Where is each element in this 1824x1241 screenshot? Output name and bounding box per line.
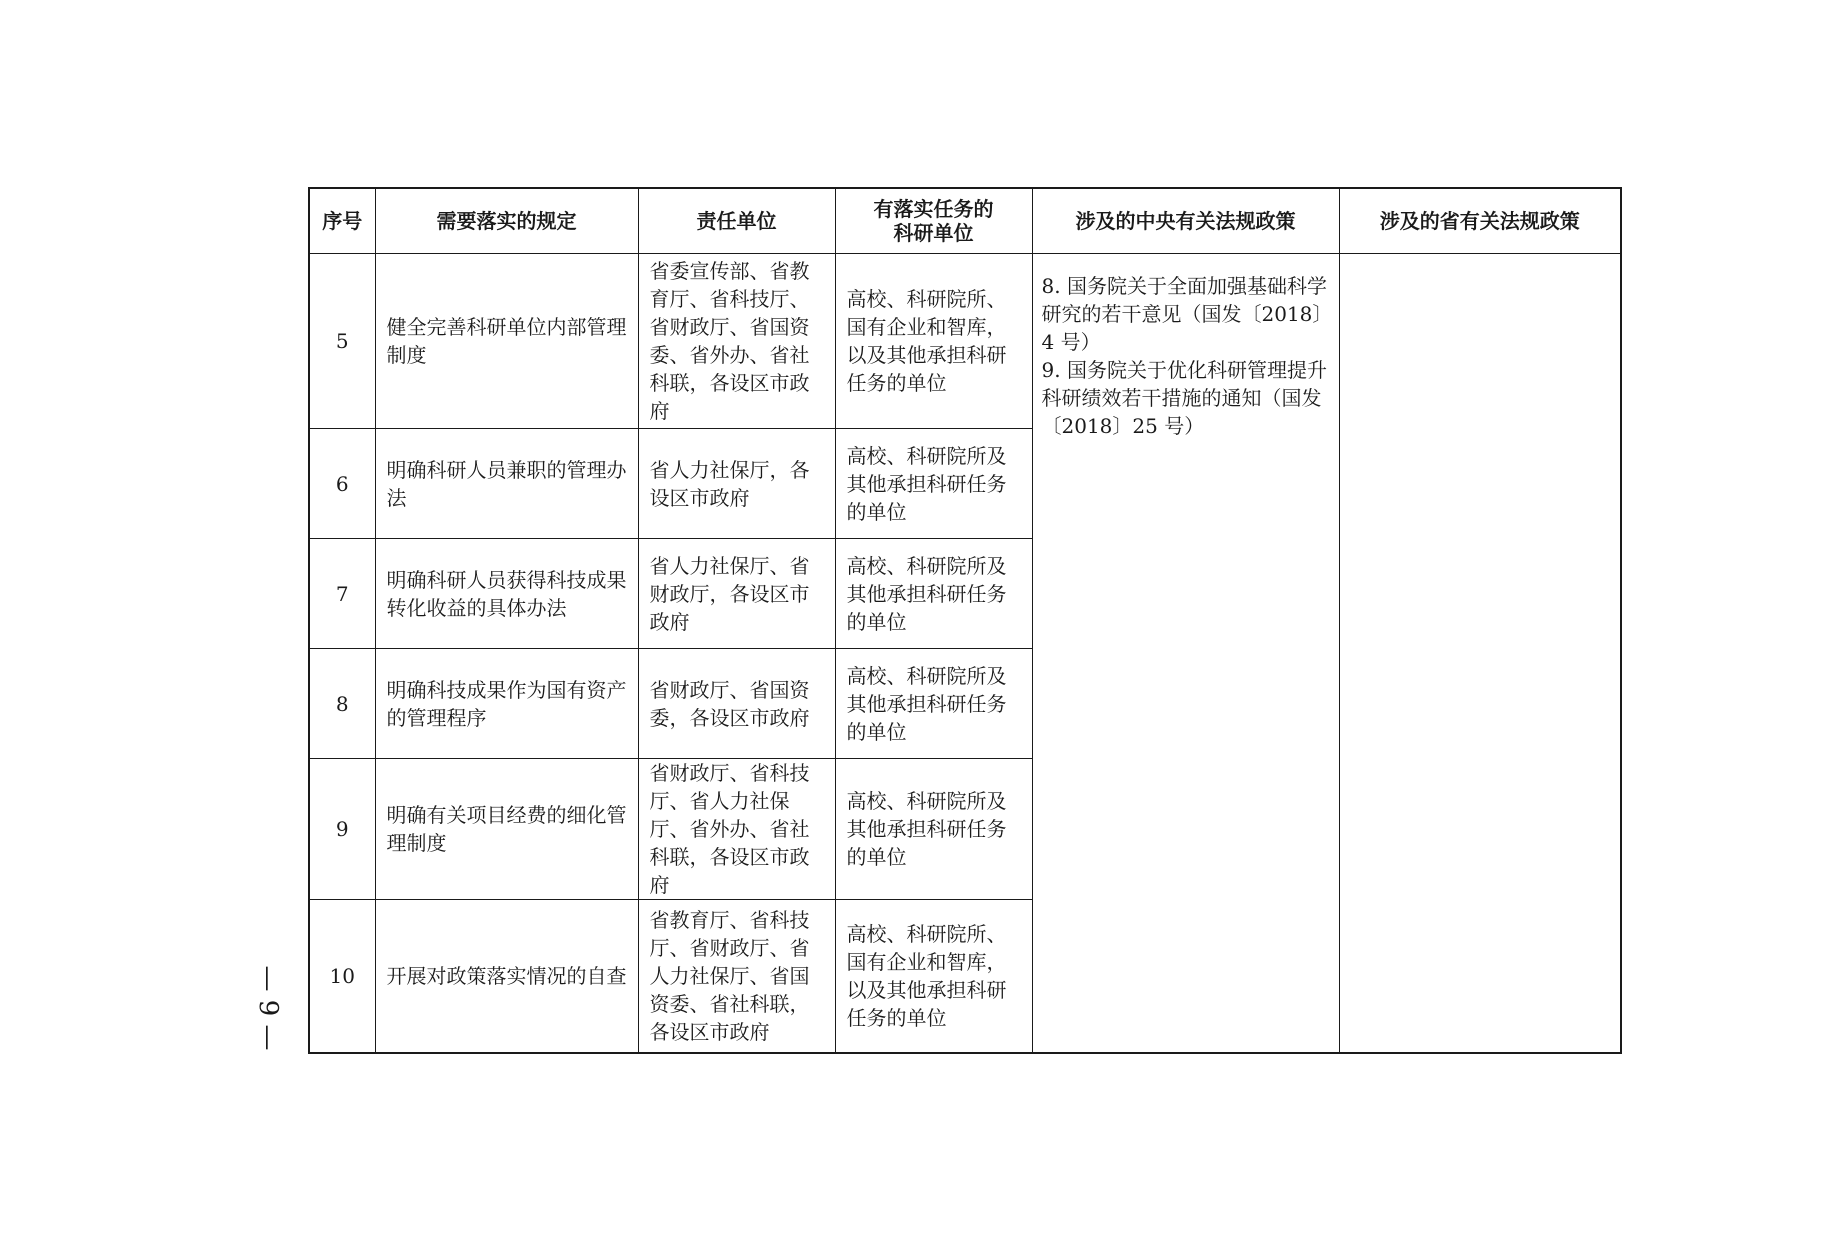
page-number: — 9 — bbox=[253, 965, 283, 1051]
header-research-units-line2: 科研单位 bbox=[893, 221, 974, 245]
row-research-units: 高校、科研院所、国有企业和智库，以及其他承担科研任务的单位 bbox=[835, 254, 1032, 429]
row-research-units: 高校、科研院所及其他承担科研任务的单位 bbox=[835, 759, 1032, 900]
row-provision: 开展对政策落实情况的自查 bbox=[375, 900, 638, 1053]
row-seq: 6 bbox=[309, 429, 375, 539]
row-seq: 9 bbox=[309, 759, 375, 900]
row-responsible: 省人力社保厅，各设区市政府 bbox=[638, 429, 835, 539]
row-provision: 健全完善科研单位内部管理制度 bbox=[375, 254, 638, 429]
row-responsible: 省委宣传部、省教育厅、省科技厅、省财政厅、省国资委、省外办、省社科联，各设区市政府 bbox=[638, 254, 835, 429]
row-responsible: 省教育厅、省科技厅、省财政厅、省人力社保厅、省国资委、省社科联，各设区市政府 bbox=[638, 900, 835, 1053]
row-provision: 明确科技成果作为国有资产的管理程序 bbox=[375, 649, 638, 759]
table-row bbox=[309, 254, 1621, 429]
central-policy-cell bbox=[1032, 254, 1339, 1053]
header-provincial-policy: 涉及的省有关法规政策 bbox=[1339, 188, 1621, 254]
row-research-units: 高校、科研院所、国有企业和智库，以及其他承担科研任务的单位 bbox=[835, 900, 1032, 1053]
row-responsible: 省财政厅、省科技厅、省人力社保厅、省外办、省社科联，各设区市政府 bbox=[638, 759, 835, 900]
header-research-units-line1: 有落实任务的 bbox=[873, 197, 994, 221]
header-central-policy: 涉及的中央有关法规政策 bbox=[1032, 188, 1339, 254]
row-responsible: 省财政厅、省国资委，各设区市政府 bbox=[638, 649, 835, 759]
row-research-units: 高校、科研院所及其他承担科研任务的单位 bbox=[835, 429, 1032, 539]
policy-table bbox=[308, 187, 1622, 1054]
row-provision: 明确科研人员兼职的管理办法 bbox=[375, 429, 638, 539]
row-seq: 8 bbox=[309, 649, 375, 759]
provincial-policy-cell bbox=[1339, 254, 1621, 1053]
row-provision: 明确有关项目经费的细化管理制度 bbox=[375, 759, 638, 900]
table-header-row bbox=[309, 188, 1621, 254]
header-provision: 需要落实的规定 bbox=[375, 188, 638, 254]
row-seq: 7 bbox=[309, 539, 375, 649]
row-research-units: 高校、科研院所及其他承担科研任务的单位 bbox=[835, 649, 1032, 759]
row-provision: 明确科研人员获得科技成果转化收益的具体办法 bbox=[375, 539, 638, 649]
row-responsible: 省人力社保厅、省财政厅，各设区市政府 bbox=[638, 539, 835, 649]
central-policy-item: 8. 国务院关于全面加强基础科学研究的若干意见（国发〔2018〕4 号） bbox=[1041, 274, 1327, 354]
row-seq: 10 bbox=[309, 900, 375, 1053]
header-responsible: 责任单位 bbox=[638, 188, 835, 254]
header-seq: 序号 bbox=[309, 188, 375, 254]
row-research-units: 高校、科研院所及其他承担科研任务的单位 bbox=[835, 539, 1032, 649]
row-seq: 5 bbox=[309, 254, 375, 429]
header-research-units bbox=[835, 188, 1032, 254]
central-policy-item: 9. 国务院关于优化科研管理提升科研绩效若干措施的通知（国发〔2018〕25 号） bbox=[1041, 358, 1327, 438]
